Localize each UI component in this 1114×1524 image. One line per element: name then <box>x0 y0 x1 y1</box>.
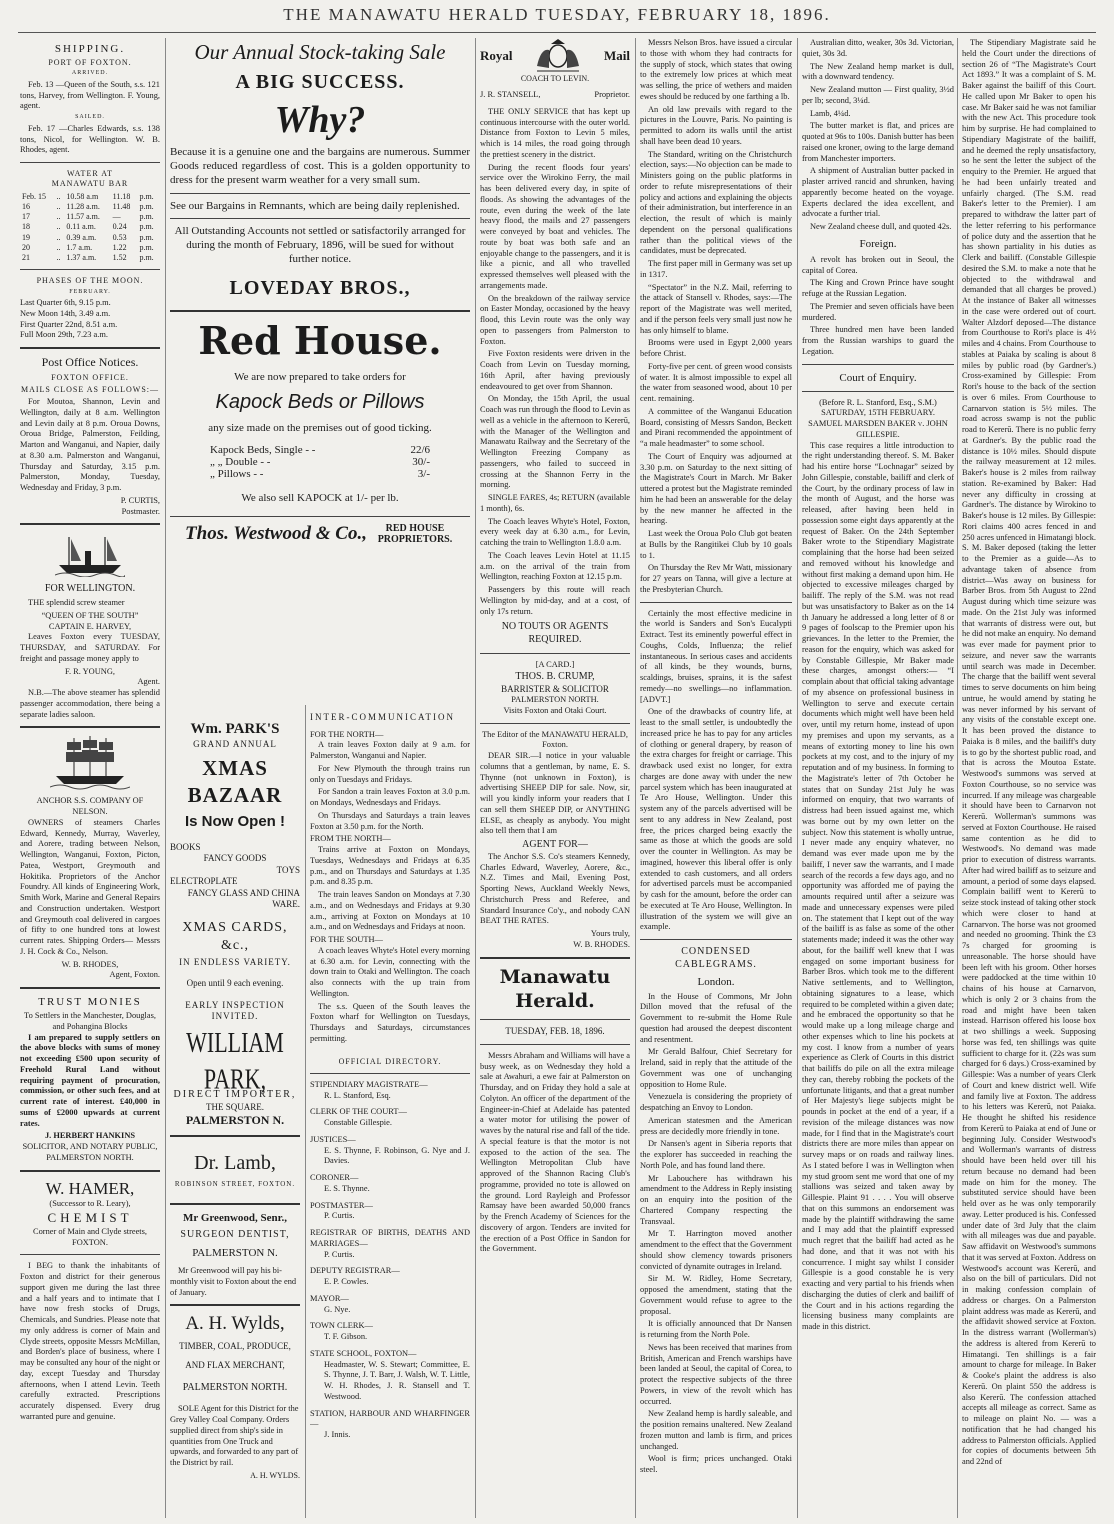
tide-cell: .. <box>56 212 61 222</box>
inter-fn1: Trains arrive at Foxton on Mondays, Tuesdays, Wednesdays and Fridays at 6.35 p.m., and on Thursdays and Saturdays at 1.35 p.m. and 8.35 p.m. <box>310 845 470 887</box>
tide-cell: .. <box>56 201 61 211</box>
park-fancy: FANCY GOODS <box>203 853 267 864</box>
cable-12: Wool is firm; prices unchanged. Otaki steel. <box>640 1454 792 1475</box>
tide-cell: 11.57 a.m. <box>66 212 100 222</box>
trust-name: J. HERBERT HANKINS <box>44 1131 136 1141</box>
sale-firm: LOVEDAY BROS., <box>229 276 411 299</box>
wellington-lead: THE splendid screw steamer <box>28 598 125 608</box>
column-rule <box>305 705 306 1518</box>
park-pn: PALMERSTON N. <box>185 1113 285 1128</box>
tide-cell: p.m. <box>139 201 154 211</box>
directory-office: DEPUTY REGISTRAR— <box>310 1266 400 1276</box>
sale-title: Our Annual Stock-taking Sale <box>194 40 446 64</box>
directory-office: TOWN CLERK— <box>310 1321 373 1331</box>
trust-sub: To Settlers in the Manchester, Douglas, and Pohangina Blocks <box>24 1011 156 1031</box>
tide-cell: 1.22 <box>112 242 127 252</box>
mails-close: MAILS CLOSE AS FOLLOWS:— <box>20 384 159 394</box>
masthead: THE MANAWATU HERALD TUESDAY, FEBRUARY 18, 1896. <box>283 5 831 24</box>
tide-cell: .. <box>56 191 61 201</box>
directory-holder: J. Innis. <box>324 1430 351 1439</box>
park-early: EARLY INSPECTION INVITED. <box>185 999 285 1022</box>
tide-cell: 11.18 <box>112 191 131 201</box>
card-label: [A CARD.] <box>535 660 575 670</box>
tide-cell: p.m. <box>139 191 154 201</box>
directory-holder: P. Curtis. <box>324 1249 355 1259</box>
crump-visits: Visits Foxton and Otaki Court. <box>503 705 607 715</box>
tide-row <box>20 253 160 263</box>
c5-p4: The first paper mill in Germany was set up in 1317. <box>640 259 792 279</box>
inter-north: FOR THE NORTH— <box>310 729 384 739</box>
tide-cell: 17 <box>22 212 30 222</box>
tide-row <box>20 202 160 212</box>
captain: CAPTAIN E. HARVEY, <box>48 621 132 631</box>
wellington-title: FOR WELLINGTON. <box>44 583 136 595</box>
agent-for: AGENT FOR— <box>522 839 588 851</box>
red-item: Kapock Beds or Pillows <box>215 390 425 413</box>
c5-p12: Certainly the most effective medicine in the world is Sanders and Son's Eucalypti Extract. Test its eminently powerful effect in Coughs, Colds, Influenza; the relief instantaneous. In serious cases and accidents of all kinds, be they wounds, burns, scaldings, bruises, sprains, it is the safest remedy—no swellings—no inflammation. [ADVT.] <box>640 608 792 704</box>
prop-role: Proprietor. <box>594 90 630 100</box>
coach-title: COACH TO LEVIN. <box>520 74 590 83</box>
directory-office: JUSTICES— <box>310 1134 356 1144</box>
herald-title: Manawatu Herald. <box>499 965 611 1012</box>
directory-holder: R. L. Stanford, Esq. <box>324 1090 391 1100</box>
tide-row <box>20 192 160 202</box>
royal-label: Royal <box>480 47 513 63</box>
coach-p7: The Coach leaves Whyte's Hotel, Foxton, every week day at 6.30 a.m., for Levin, catching the train to Wellington 1.8.0 a.m. <box>480 516 630 548</box>
moon-month: FEBRUARY. <box>69 288 111 295</box>
red-sell: We also sell KAPOCK at 1/- per lb. <box>241 491 399 504</box>
lamb-addr: ROBINSON STREET, FOXTON. <box>174 1180 296 1189</box>
tide-cell: p.m. <box>139 212 154 222</box>
lamb-name: Dr. Lamb, <box>194 1151 276 1174</box>
price-row <box>210 468 430 480</box>
sale-accounts: All Outstanding Accounts not settled or satisfactorily arranged for during the month of February, 1896, will be sued for without further notice. <box>174 225 466 265</box>
c5-p11: On Thursday the Rev Mr Watt, missionary for 27 years on Tanna, will give a lecture at the Presbyterian Church. <box>640 563 792 594</box>
herald-news: Messrs Abraham and Williams will have a busy week, as on Wednesday they hold a sale at Awahuri, a ewe fair at Palmerston on Thursday, and on Friday they hold a sale at Colyton. An officer of the department of the Engineer-in-Chief at Adelaide has patented a water motor for utilising the power of waves by the natural rise and fall of the tide. A special feature is that the motor is not exposed to the action of the sea. The Wellington Metropolitan Club have approved of the Shannon Racing Club's programme, provided no tote is allowed on the ground. Lord Rayleigh and Professor Ramsay have been awarded 50,000 francs by the French Academy of Sciences for the discovery of argon. Tenders are invited for the erection of a Post Office in Sandon for the Government. <box>480 1050 630 1254</box>
inter-n2: For New Plymouth the through trains run only on Tuesdays and Fridays. <box>310 763 470 784</box>
inter-n1: A train leaves Foxton daily at 9 a.m. for Palmerston, Wanganui and Napier. <box>310 740 470 761</box>
moon-title: PHASES OF THE MOON. <box>36 276 144 286</box>
cable-5: Dr Nansen's agent in Siberia reports that the explorer has succeeded in reaching the North Pole, and has found land there. <box>640 1139 792 1170</box>
tide-cell: .. <box>56 242 61 252</box>
tide-cell: 1.7 a.m. <box>66 242 93 252</box>
directory-holder: G. Nye. <box>324 1304 351 1314</box>
inter-south: FOR THE SOUTH— <box>310 935 383 945</box>
red-lead: We are now prepared to take orders for <box>234 370 406 383</box>
directory-office: STIPENDIARY MAGISTRATE— <box>310 1079 428 1089</box>
price-value: 3/- <box>417 467 430 480</box>
moon-phase: First Quarter 22nd, 8.51 a.m. <box>20 319 118 329</box>
crump-barrister: BARRISTER & SOLICITOR <box>501 683 609 694</box>
post-title: Post Office Notices. <box>41 355 139 370</box>
wellington-body: Leaves Foxton every TUESDAY, THURSDAY, and SATURDAY. For freight and passage money apply to <box>20 632 160 663</box>
tide-cell: p.m. <box>139 222 154 232</box>
park-name: Wm. PARK'S <box>190 721 280 737</box>
column-rule <box>475 38 476 1518</box>
column-1 <box>20 38 160 1518</box>
sailing-ship-icon <box>50 734 130 790</box>
crump-town: PALMERSTON NORTH. <box>511 695 599 705</box>
c5-p9: The Court of Enquiry was adjourned at 3.30 p.m. on Saturday to the next sitting of the Magistrate's Court in March. Mr Baker uttered a protest but the Magistrate reminded him he had been an answerable for the delay by the new manner he affected in the hearing. <box>640 451 792 526</box>
inter-s2: The s.s. Queen of the South leaves the Foxton wharf for Wellington on Tuesdays, Thursdays and Saturdays, circumstances permitting. <box>310 1001 470 1043</box>
ship-name: “QUEEN OF THE SOUTH” <box>41 610 139 620</box>
letter-yours: Yours truly, <box>590 929 630 939</box>
red-footer <box>170 523 470 545</box>
inter-title: INTER-COMMUNICATION <box>310 712 455 722</box>
tide-row <box>20 233 160 243</box>
hamer-name: W. HAMER, <box>45 1178 135 1198</box>
c6-p5: The butter market is flat, and prices are quoted at 96s to 100s. Danish butter has been raised one kroner, owing to the large demand from Manchester importers. <box>802 121 954 163</box>
trust-title: TRUST MONIES <box>38 996 142 1009</box>
wide-ads <box>170 40 470 705</box>
inter-from-north: FROM THE NORTH— <box>310 834 391 844</box>
tide-cell: p.m. <box>139 253 154 263</box>
editor-address: The Editor of the MANAWATU HERALD, Foxton. <box>482 729 628 750</box>
royal-mail-header <box>480 38 630 74</box>
cable-8: Sir M. W. Ridley, Home Secretary, opposed the amendment, stating that the Government would refuse to agree to the proposal. <box>640 1274 792 1316</box>
tide-row <box>20 222 160 232</box>
directory-holder: Headmaster, W. S. Stewart; Committee, E. S. Thynne, J. T. Barr, J. Walsh, W. T. Little, W. H. Rhodes, J. R. Stansell and T. Westwood. <box>324 1359 470 1401</box>
coach-proprietor <box>480 90 630 101</box>
park-importer: DIRECT IMPORTER, <box>173 1088 297 1100</box>
tide-row <box>20 212 160 222</box>
c5-p2: An old law prevails with regard to the pictures in the Louvre, Paris. No painting is permitted to adorn its walls until the artist shall have been dead 10 years. <box>640 104 792 146</box>
directory-office: POSTMASTER— <box>310 1200 373 1210</box>
tide-cell: 16 <box>22 201 30 211</box>
cable-title: CONDENSED CABLEGRAMS. <box>675 946 757 970</box>
sale-remnants: See our Bargains in Remnants, which are being daily replenished. <box>170 200 460 213</box>
red-props: RED HOUSE PROPRIETORS. <box>377 522 453 545</box>
column-4 <box>480 38 630 1518</box>
moon-phase: Last Quarter 6th, 9.15 p.m. <box>20 298 111 308</box>
sale-success: A BIG SUCCESS. <box>235 71 405 93</box>
tide-cell: p.m. <box>139 232 154 242</box>
price-list <box>210 444 430 480</box>
directory-holder: E. S. Thynne, F. Robinson, G. Nye and J. Davies. <box>324 1145 470 1166</box>
tide-cell: 19 <box>22 232 30 242</box>
coach-p2: During the recent floods four years' service over the Wirokino Ferry, the mail has been delivered every day, in spite of floods. As showing the advantages of the route, even during the week of the late heavy flood, the mails and 27 passengers were conveyed by boat and vehicles. The route by boat was both safe and an enjoyable change to the passengers, and it is like a picnic, and all who travelled expressed themselves well pleased with the arrangements made. <box>480 162 630 290</box>
wylds-trade: TIMBER, COAL, PRODUCE, <box>179 1340 291 1351</box>
park-grand: GRAND ANNUAL <box>193 739 277 750</box>
column-rule <box>635 38 636 1518</box>
trust-body: I am prepared to supply settlers on the above blocks with sums of money not exceeding £500 upon security of Freehold Rural Land without requiring payment of procuration, commission, or other such fees, and at current rate of interest. £40,000 in sums of £2000 upwards at current rates. <box>20 1032 160 1128</box>
cable-7: Mr T. Harrington moved another amendment to the effect that the Government should show clemency towards prisoners convicted of dynamite outrages in Ireland. <box>640 1229 792 1271</box>
price-row <box>210 456 430 468</box>
royal-crest-icon <box>533 38 583 74</box>
column-5 <box>640 38 792 1518</box>
directory-holder: T. F. Gibson. <box>324 1332 368 1341</box>
column-rule <box>957 38 958 1518</box>
anchor-agent: W. B. RHODES, <box>61 959 119 969</box>
cable-9: It is officially announced that Dr Nansen is returning from the North Pole. <box>640 1319 792 1340</box>
arrived-heading: ARRIVED. <box>71 70 109 77</box>
tide-row <box>20 243 160 253</box>
sale-body: Because it is a genuine one and the bargains are numerous. Summer Goods reduced regardless of cost. This is a golden opportunity to dress for the present warm weather for a very small sum. <box>170 146 470 186</box>
tide-cell: 0.39 a.m. <box>66 232 97 242</box>
park-glass: FANCY GLASS AND CHINA WARE. <box>187 887 300 910</box>
tide-cell: 0.11 a.m. <box>66 222 96 232</box>
park-square: THE SQUARE. <box>206 1101 264 1112</box>
post-role: Postmaster. <box>121 506 160 516</box>
cable-11: New Zealand hemp is hardly saleable, and the position remains unaltered. New Zealand frozen mutton and lamb is firm, and prices unchanged. <box>640 1409 792 1451</box>
greenwood-role: SURGEON DENTIST, <box>180 1229 290 1241</box>
price-item: Kapock Beds, Single - - <box>210 443 316 456</box>
foreign-3: The Premier and seven officials have been murdered. <box>802 301 954 322</box>
price-row <box>210 444 430 456</box>
directory-list <box>310 1080 470 1441</box>
post-office: FOXTON OFFICE. <box>51 372 129 382</box>
directory-office: REGISTRAR OF BIRTHS, DEATHS AND MARRIAGES— <box>310 1228 470 1248</box>
trust-role: SOLICITOR, AND NOTARY PUBLIC, <box>22 1142 158 1152</box>
coach-p3: On the breakdown of the railway service on Easter Monday, occasioned by the heavy flood, this Levin route was the only way open to passengers from Palmerston to Foxton. <box>480 293 630 346</box>
tide-cell: 21 <box>22 253 30 263</box>
steamship-icon <box>55 531 125 577</box>
greenwood-town: PALMERSTON N. <box>192 1247 278 1260</box>
shipping-title: SHIPPING. <box>54 43 126 55</box>
court-date: SATURDAY, 15TH FEBRUARY. <box>821 408 935 418</box>
park-bazaar: XMAS BAZAAR <box>187 755 283 807</box>
c6-p7: New Zealand cheese dull, and quoted 42s. <box>810 222 952 231</box>
c5-p6: Brooms were used in Egypt 2,000 years before Christ. <box>640 338 792 358</box>
greenwood-body: Mr Greenwood will pay his bi-monthly visit to Foxton about the end of January. <box>170 1266 297 1297</box>
tide-cell: 20 <box>22 242 30 252</box>
tide-cell: .. <box>56 232 61 242</box>
price-value: 22/6 <box>410 443 430 456</box>
column-rule <box>165 38 166 1518</box>
coach-p9: Passengers by this route will reach Wellington by mid-day, and at a cost, of only 17s return. <box>480 585 630 616</box>
tide-title: WATER AT MANAWATU BAR <box>51 169 129 189</box>
tide-cell: 0.53 <box>112 232 127 242</box>
cable-6: Mr Labouchere has withdrawn his amendment to the Address in Reply insisting on an enquiry into the position of the Chartered Company respecting the Transvaal. <box>640 1173 792 1226</box>
hamer-addr: Corner of Main and Clyde streets, FOXTON. <box>33 1226 147 1247</box>
c5-p7: Forty-five per cent. of green wood consists of water. It is almost impossible to expel all the water from seasoned wood, about 10 per cent. remaining. <box>640 361 792 403</box>
crump-name: THOS. B. CRUMP, <box>515 670 595 682</box>
cable-10: News has been received that marines from British, American and French warships have been landed at Seoul, the capital of Corea, to protect the respective subjects of the three Powers, in view of the revolt which has occurred. <box>640 1342 792 1406</box>
agency-list: The Anchor S.S. Co's steamers Kennedy, Charles Edward, Waverley, Aorere, &c., N.Z. Times and Mail, Evening Post, Sporting News, Auckland Weekly News, Christchurch Press and Referee, and Standard Insurance Co'y., and nobody CAN BEAT THE RATES. <box>480 851 630 926</box>
letter-body: DEAR SIR.—I notice in your valuable columns that a gentleman, by name, E. S. Thynne (not unknown in Foxton), is advertising SHEEP DIP for sale. Now, sir, will you kindly inform your readers that I can sell them SHEEP DIP, or ANYTHING ELSE, as cheaply as anybody. You might also tell them that I am <box>480 751 630 836</box>
directory-office: MAYOR— <box>310 1293 349 1303</box>
wylds-town: PALMERSTON NORTH. <box>182 1381 288 1393</box>
greenwood-name: Mr Greenwood, Senr., <box>183 1212 287 1225</box>
column-6 <box>802 38 954 1518</box>
court-body: This case requires a little introduction to the right understanding thereof. S. M. Baker had his entire horse “Lochnagar” seized by John Gillespie, constable, bailiff and clerk of the Court, by the ordinary process of law in the month of August, and the horse was released, after having been held in possession some eight days apparently at the request of Baker. On the 24th September Baker wrote to the Stipendiary Magistrate complaining that the horse had been seized and removed without his knowledge and without first making a demand upon him. He objected to excessive mileages charged by bailiff. The reply of the S.M. was not read but was unsatisfactory to Baker as on the 14 th January he addressed a long letter of 8 or 9 pages of foolscap to the Premier upon his grievances. In the letter to the Premier, the reason for the enquiry, which was asked for by Constable Gillespie, Mr Baker made these charges, amongst others:— “I complain about that official taking advantage of my absence on professional business in Wellington to serve and execute certain documents which might well have been held over, until my return home, instead of upon my premises and upon my servants, as a means of extorting money to line his own pockets at my cost, and to the injury of my reputation and of my business. In forming to the Magistrate's letter of 7th October he states that on Sunday 21st July he was informed on enquiry, that two warrants of distress had been issued against me, which was borne out by my own letter on the subject. Now this statement is wholly untrue, I never made any enquiry whatever, no demand was ever made upon me by the bailiff, I never saw the warrants, and I made search of the records a few days ago, and no opportunity was afforded me of paying the amounts required until after a seizure was made and unnecessary expenses were piled on. The statement that I kept out of the way of the bailiff is as false as some of the other statements made; indeed it was the other way about, for the bailiff well knew that I was engaged on some important business for Barber Bros. which took me to the different Native settlements, and to Wellington, obtaining signatures to a lease, which required to be completed within a given date; and he embraced the opportunity so that he would make up a long mileage charge and other expenses which to line his pockets at my cost. I know from a number of years experience as Clerk of Courts in this district that bailiffs do pile on all the extra mileage they can, thereby robbing the pockets of the unfortunate litigants, and that a great number of Her Majesty's liege subjects might be pounds in pocket at the end of a year, if a revision of the mileage distances was now made, for I find that in the Magistrate's court districts there are more miles than appear on survey maps or on roads and railway lines. As I stated before I was in Wellington when my stud groom sent me word that one of my stallions was seized and taken away by Gillespie. Plaint 91 . . . . You will observe that on this summons an endorsement was made by the plaintiff withdrawing the same and I may add that the plaintiff expressed much regret that the bailiff had acted as he had done, and that it was not with his concurrence. I might say whilst I consider Gillespie is a good constable he is very exacting and very partial to his friends when discharging the duties of clerk and bailiff of the Court and in his actions regarding the licensing business many complaints are made in this district. <box>802 440 954 1332</box>
trust-town: PALMERSTON NORTH. <box>46 1152 134 1162</box>
hamer-succ: (Successor to R. Leary), <box>49 1199 131 1209</box>
post-body: For Moutoa, Shannon, Levin and Wellington, daily at 8 a.m. Wellington and Levin daily at 8 p.m. Oroua Downs, Oroua Bridge, Palmerston, Feilding, Marton and Wanganui, and Napier, daily at 8.30 a.m. Palmerston and Wanganui, Thursday and Saturday, 3.15 p.m. Palmerston, Monday, Tuesday, Wednesday and Friday, 3 p.m. <box>20 397 160 492</box>
tide-cell: Feb. 15 <box>22 191 46 201</box>
directory-office: STATION, HARBOUR AND WHARFINGER— <box>310 1408 470 1429</box>
moon-phases <box>20 298 160 341</box>
tide-cell: 0.24 <box>112 222 127 232</box>
c6-p2: The New Zealand hemp market is dull, with a downward tendency. <box>802 61 954 82</box>
directory-office: CORONER— <box>310 1173 359 1182</box>
price-item: „ „ Double - - <box>210 455 271 468</box>
tide-cell: 11.48 <box>112 201 131 211</box>
foreign-4: Three hundred men have been landed from the Russian warships to guard the Legation. <box>802 325 954 356</box>
masthead-rule <box>18 32 1096 33</box>
park-toys: TOYS <box>276 864 300 875</box>
post-sign: P. CURTIS, <box>120 495 160 505</box>
column-3 <box>310 712 470 1518</box>
park-hours: Open until 9 each evening. <box>186 978 284 989</box>
inter-s1: A coach leaves Whyte's Hotel every morning at 6.30 a.m. for Levin, connecting with the down train to Otaki and Wellington. The coach also connects with the up train from Wellington. <box>310 945 470 998</box>
herald-date: TUESDAY, FEB. 18, 1896. <box>505 1026 605 1037</box>
hamer-trade: CHEMIST <box>47 1210 133 1226</box>
cable-2: Mr Gerald Balfour, Chief Secretary for Ireland, said in reply that the attitude of the Government was one of unchanging opposition to Home Rule. <box>640 1047 792 1089</box>
court-case: SAMUEL MARSDEN BAKER v. JOHN GILLESPIE. <box>808 419 948 439</box>
port-name: PORT OF FOXTON. <box>48 58 132 68</box>
c5-p1: Messrs Nelson Bros. have issued a circular to those with whom they had contracts for the supply of stock, which states that owing to the extremely low prices at which meat was selling, the price of wethers and maiden ewes should be reduced by one farthing a lb. <box>640 38 792 101</box>
c6-p1: Australian ditto, weaker, 30s 3d. Victorian, quiet, 30s 3d. <box>802 38 954 58</box>
inter-n4: On Thursdays and Saturdays a train leaves Foxton at 3.50 p.m. for the North. <box>310 810 470 831</box>
coach-p4: Five Foxton residents were driven in the Coach from Levin on Tuesday morning, 16th April, after having previously endeavoured to get over from Shannon. <box>480 349 630 391</box>
coach-p5: On Monday, the 15th April, the usual Coach was run through the flood to Levin as well as a vehicle in the afternoon to Kererū, with the Manager of the Wellington and Manawatu Railway and the Secretary of the Wellington Freezing Company as passengers, who failed to succeed in crossing at the Shannon Ferry in the morning. <box>480 394 630 490</box>
foreign-1: A revolt has broken out in Seoul, the capital of Corea. <box>802 254 954 275</box>
red-size: any size made on the premises out of good ticking. <box>208 421 432 434</box>
park-electro: ELECTROPLATE <box>170 876 238 887</box>
c7-body: The Stipendiary Magistrate said he held the Court under the directions of section 26 of “The Magistrate's Court Act 1893.” It was a complaint of S. M. Baker against the bailiff of this Court. He called upon Mr Baker to open his case. Mr Baker said he was not familiar with the new Act. This procedure took him by surprise. He had complained to Stipendiary Magistrate of the bailiff, and he deemed the reply unsatisfactory, so he sent the letter the subject of the enquiry to the Premier. He argued that he had been unfairly treated and unfairly charged. (The S.M. read Baker's letter to the Premier). I am prepared to withdraw the latter part of the letter referring to his performance of police duty and the assertion that he has shown partiality in his duties as Clerk and bailiff. (Constable Gillespie desired the S.M. to make a note that he objected to the withdrawal and demanded that all charges be proved.) At the instance of Baker all witnesses in the case were ordered out of court. Walter Alzdorf deposed—The distance from Courthouse to Rori's place is 4½ miles and 4 chains. From Courthouse to stables at Paiaka by scaling is about 8 miles by public road (by Gardner's.) Cross-examined by Gillespie: From Rori's house to the back of the section is over 6 miles. From Courthouse to Carnarvon station is 5½ miles. The road across swamp is not the public road to Kererū. There is no public ferry at Gardner's. By the public road the distance is 10½ miles. Should dispute the railway measurement at 12 miles. Baker's house is 2 miles from railway station. Re-examined by Baker: Had never any difficulty in crossing at Gardner's. The distance by Wirokino to Baker's house is 12 miles. By Gillespie: Rori claims 400 acres fenced in and 250 acres unfenced in Himatangi block. S. M. Baker deposed (taking the letter to the Premier as a guide—As to advantage taken of absence from district—Was away on business for Barber Bros. from 5th August to 22nd August during which time seizure was made. On the 21st July was informed that warrants of distress were out, but he did not make an enquiry. No demand was ever made for payment prior to seizure, and never saw the warrants until search was made in December. The charge that the bailiff went several times to serve documents on him being untrue, he would amend by stating he was never informed by his servant of any visits of the constable except one. It has been proved the distance to Paiaka is 8 miles, and the bailiff's duty is to go by the shortest public road, and that is across the Moutoa Estate. Westwood's summons was served at Foxton Courthouse, so no service was incurred. If any mileage was chargeable it should have been to Carnarvon not Kererū. Wollerman's summons was served at Foxton Courthouse. He raised same contention as he did to Westwood's. No demand was made prior to execution of distress warrants. After had wired bailiff as to seizure and amount, a period of some days elapsed. Complain bailiff went to Kererū to seize stock instead of taking other stock which were closer to hand at Carnarvon. The horse was not groomed and needed no grooming. Think the £3 7s charged for grooming is unreasonable. The horse should have been left with his groom. Other horses were paddocked at the time within 10 chains of his house at Carnarvon, which is only 2 or 3 chains from the road and might have been taken instead. Harrison offered his loose box at two shillings a week. Supposing horse was fed, ten shillings was quite sufficient to charge for it. (22s was sum charged for 6 days.) Cross-examined by Gillespie: Was a number of years Clerk of Court and knew district well. Wife and family live at Foxton. The address to his letters was Kererū, not Paiaka. He thought he shifted his residence from Kererū to Paiaka at end of June or beginning July. Consider Westwood's and Wollerman's warrants of distress should have been held over till his return because no demand had been made on him for the money. The substituted service should have been held over as he was only temporarily away. Letter produced is his. Confessed under date of 3rd July that the claim with all mileages was due and payable. Saw affidavit on Westwood's summons that it was served at Foxton. Address on Westwood's account was Kererū, and also on the bill of particulars. Did not in making confession complain of address or charges. On a Palmerston plaint address was made as Kererū, and the affidavit showed service at Foxton. In the distress warrant (Wollerman's) the address is altered from Kererū to Himatangi. Ten shillings is a fair amount to charge for mileage. In Baker & Cooke's plaint the address is also Kererū. On plaint 550 the address is also Kererū. The confession attached accepts all mileage as correct. Same as to mileage on plaint No. — was a notification that he had changed his address to Palmerston officials. Applied for copies of documents between 5th and 22nd of <box>962 38 1096 1466</box>
c5-p10: Last week the Oroua Polo Club got beaten at Bulls by the Rangitikei Club by 10 goals to 1. <box>640 529 792 560</box>
wylds-body: SOLE Agent for this District for the Grey Valley Coal Company. Orders supplied direct from ship's side in quantities from One Truck and upwards, and forwarded to any part of the District by rail. <box>170 1404 299 1468</box>
mail-label: Mail <box>604 47 630 63</box>
directory-holder: Constable Gillespie. <box>324 1118 392 1127</box>
wylds-trade2: AND FLAX MERCHANT, <box>185 1360 285 1371</box>
sailed-heading: SAILED. <box>75 114 105 121</box>
court-title: Court of Enquiry. <box>839 371 917 384</box>
c6-p4: Lamb, 4¼d. <box>810 108 851 118</box>
inter-n3: For Sandon a train leaves Foxton at 3.0 p.m. on Mondays, Wednesdays and Fridays. <box>310 787 470 808</box>
arrived-text: Feb. 13 —Queen of the South, s.s. 121 tons, Harvey, from Wellington. F. Young, agent. <box>20 79 160 111</box>
foreign-title: Foreign. <box>859 237 897 250</box>
tide-cell: — <box>112 212 121 222</box>
tide-cell: p.m. <box>139 242 154 252</box>
c5-p8: A committee of the Wanganui Education Board, consisting of Messrs Sandon, Beckett and Pirani recommended the appointment of “a male headmaster” to some school. <box>640 406 792 448</box>
column-2 <box>170 712 300 1518</box>
tide-table <box>20 192 160 264</box>
anchor-body: OWNERS of steamers Charles Edward, Kennedy, Murray, Waverley, and Aorere, trading between Nelson, Wellington, Wanganui, Foxton, Picton, Patea, Westport, Greymouth and Hokitika. Proprietors of the Anchor Foundry. All kinds of Engineering Work, Smith Work, Marine and General Repairs and Construction undertaken. Westport and Greymouth coal delivered in cargoes of fifty to one hundred tons at lowest current rates. Shipping Orders— Messrs J. H. Cock & Co., Nelson. <box>20 817 160 956</box>
tide-cell: 18 <box>22 222 30 232</box>
park-cards: XMAS CARDS, &c., <box>182 919 288 953</box>
coach-p8: The Coach leaves Levin Hotel at 11.15 a.m. on the arrival of the train from Wellington, reaching Foxton at 12.15 p.m. <box>480 550 630 582</box>
moon-phase: Full Moon 29th, 7.23 a.m. <box>20 330 108 340</box>
anchor-title: ANCHOR S.S. COMPANY OF NELSON. <box>36 796 144 817</box>
cable-4: American statesmen and the American press are decidedly more friendly in tone. <box>640 1115 792 1136</box>
coach-p6: SINGLE FARES, 4s; RETURN (available 1 month), 6s. <box>480 493 630 513</box>
wylds-sign: A. H. WYLDS. <box>250 1470 300 1480</box>
directory-office: CLERK OF THE COURT— <box>310 1107 407 1117</box>
directory-office: STATE SCHOOL, FOXTON— <box>310 1348 417 1358</box>
sailed-text: Feb. 17 —Charles Edwards, s.s. 138 tons, Nicol, for Wellington. W. B. Rhodes, agent. <box>20 123 160 155</box>
london-title: London. <box>697 975 735 988</box>
prop-name: J. R. STANSELL, <box>480 90 541 100</box>
c6-p3: New Zealand mutton — First quality, 3½d per lb; second, 3¼d. <box>802 85 954 105</box>
park-variety: IN ENDLESS VARIETY. <box>179 956 291 967</box>
price-item: „ Pillows - - <box>210 467 264 480</box>
anchor-agent-role: Agent, Foxton. <box>109 970 160 980</box>
park-books: BOOKS <box>170 841 201 852</box>
tide-cell: 10.58 a.m <box>66 191 99 201</box>
cable-1: In the House of Commons, Mr John Dillon moved that the refusal of the Government to re-submit the Home Rule question had aroused the deepest discontent and resentment. <box>640 991 792 1044</box>
directory-title: OFFICIAL DIRECTORY. <box>338 1056 442 1066</box>
column-rule <box>797 38 798 1518</box>
c5-p5: “Spectator” in the N.Z. Mail, referring to the attack of Stansell v. Rhodes, says:—The report of the Magistrate was well merited, and if the person feels very small just now he has only himself to blame. <box>640 282 792 335</box>
wellington-agent-role: Agent. <box>137 677 160 687</box>
moon-phase: New Moon 14th, 3.49 a.m. <box>20 308 111 318</box>
tide-cell: .. <box>56 253 61 263</box>
letter-sign: W. B. RHODES. <box>573 939 630 949</box>
directory-holder: E. S. Thynne. <box>324 1183 370 1193</box>
wylds-name: A. H. Wylds, <box>185 1313 285 1335</box>
inter-fn2: The train leaves Sandon on Mondays at 7.30 a.m., and on Wednesdays and Fridays at 9.30 a.m., arriving at Foxton on Mondays at 10 a.m., and on Wednesdays and Fridays at noon. <box>310 890 470 932</box>
park-wp: WILLIAM PARK, <box>186 1025 284 1095</box>
foreign-2: The King and Crown Prince have sought refuge at the Russian Legation. <box>802 278 954 299</box>
coach-p1: THE ONLY SERVICE that has kept up continuous intercourse with the outer world. Distance from Foxton to Levin 5 miles, which is 14 miles, the road going through the prettiest scenery in the district. <box>480 106 630 159</box>
red-title: Red House. <box>198 317 442 363</box>
tide-cell: .. <box>56 222 61 232</box>
court-before: (Before R. L. Stanford, Esq., S.M.) <box>819 397 937 407</box>
c5-p3: The Standard, writing on the Christchurch election, says:—No objection can be made to Ministers going on the public platforms in order to refute misrepresentations of their policy and actions and explaining the objects of their administration, but interference in an election, the result of which is mainly dependent on the personal qualifications rather than the political views of the candidates, must be deprecated. <box>640 149 792 256</box>
directory-holder: P. Curtis. <box>324 1211 355 1221</box>
wellington-nb: N.B.—The above steamer has splendid passenger accommodation, there being a separate ladies saloon. <box>20 688 160 719</box>
touts: NO TOUTS OR AGENTS REQUIRED. <box>501 621 609 646</box>
tide-cell: 1.37 a.m. <box>66 253 97 263</box>
park-open: Is Now Open ! <box>184 813 285 831</box>
column-7 <box>962 38 1096 1518</box>
c5-p13: One of the drawbacks of country life, at least to the small settler, is undoubtedly the increased price he has to pay for any articles of clothing or general drapery, by reason of the extra charges for freight or carriage. This drawback used exist no longer, for extra charges are done away with under the new parcel system which has been inaugurated at Te Aro House, Wellington. Under this system any of the parcels advertised will be sent to any address in New Zealand, post free, the prices charged being exactly the same as those at which the goods are sold over the counter in Wellington. As may be imagined, however this liberal offer is only extended to cash customers, and all orders for advertised parcels must be accompanied by cash for the amount, before the order can be executed at Te Aro House, Wellington. In illustration of the system we will give an example. <box>640 707 792 932</box>
hamer-body: I BEG to thank the inhabitants of Foxton and district for their generous support given me during the last three and a half years and to intimate that I have now fresh stocks of Drugs, Chemicals, and Sundries. Please note that my only address is corner of Main and Clyde streets, opposite Messrs McMillan, and Borden's place of business, where I may be consulted any hour of the night or day, except Tuesday and Thursday afternoons, when I attend Levin. Teeth carefully extracted. Prescriptions accurately dispensed. Every drug warranted pure and genuine. <box>20 1261 160 1421</box>
price-value: 30/- <box>412 455 430 468</box>
c6-p6: A shipment of Australian butter packed in plaster arrived rancid and shrunken, having apparently become heated on the voyage. Experts declared the idea excellent, and advocate a further trial. <box>802 166 954 219</box>
tide-cell: 11.28 a.m. <box>66 201 100 211</box>
cable-3: Venezuela is considering the propriety of despatching an Envoy to London. <box>640 1092 792 1113</box>
tide-cell: 1.52 <box>112 253 127 263</box>
sale-why: Why? <box>274 99 366 141</box>
wellington-agent: F. R. YOUNG, <box>65 666 115 676</box>
red-firm: Thos. Westwood & Co., <box>185 522 367 544</box>
directory-holder: E. P. Cowles. <box>324 1277 369 1286</box>
